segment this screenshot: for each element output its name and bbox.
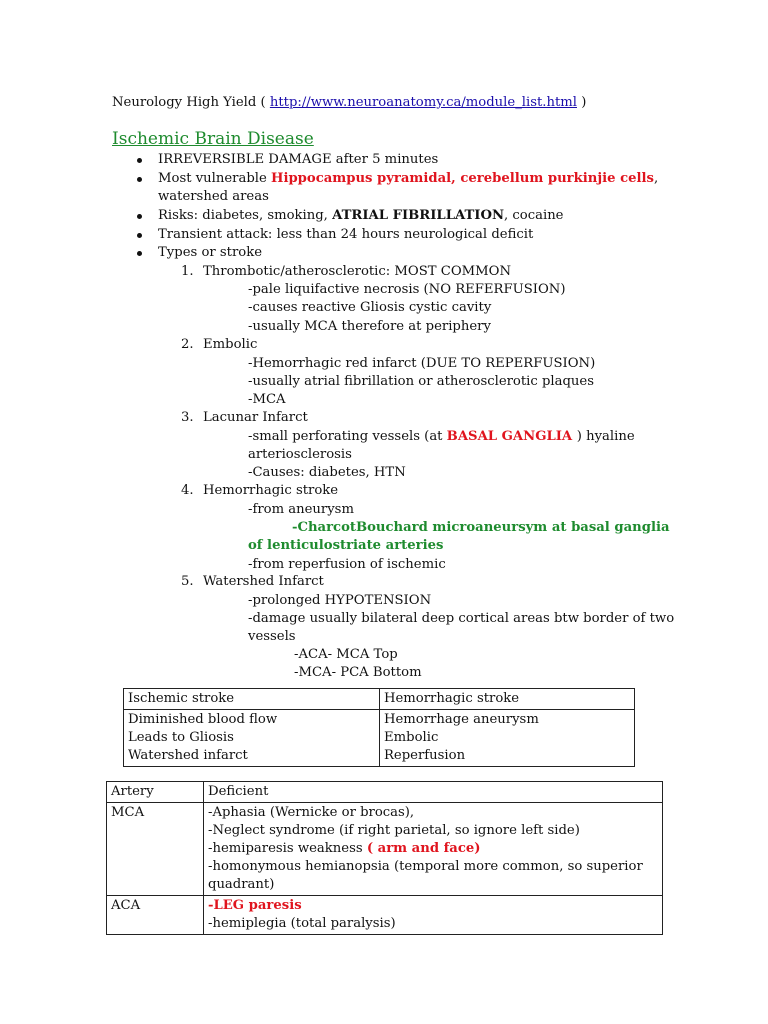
atrial-fibrillation-bold: ATRIAL FIBRILLATION	[332, 208, 505, 223]
table-row	[107, 782, 663, 803]
table-cell-line: -Neglect syndrome (if right parietal, so ignore left side)	[208, 823, 580, 838]
type-5-detail: -MCA- PCA Bottom	[294, 665, 422, 680]
bullet-5: Types or stroke	[158, 245, 262, 260]
bullet-dot	[137, 233, 142, 238]
header-suffix: )	[577, 95, 587, 110]
type-4-detail: -from aneurysm	[248, 502, 354, 517]
type-3-detail: arteriosclerosis	[248, 447, 352, 462]
table-row	[124, 710, 635, 767]
bullet-3-text: Risks: diabetes, smoking,	[158, 208, 333, 223]
table-cell-line: Leads to Gliosis	[128, 730, 234, 745]
type-3-detail-start: -small perforating vessels (at	[248, 429, 447, 444]
artery-deficit-table	[106, 781, 663, 935]
table-row	[124, 689, 635, 710]
table-row	[107, 803, 663, 896]
table-cell-line: Hemorrhage aneurysm	[384, 712, 539, 727]
bullet-1: IRREVERSIBLE DAMAGE after 5 minutes	[158, 152, 439, 167]
bullet-2-comma: ,	[653, 171, 659, 186]
type-2-number: 2.	[181, 337, 194, 352]
type-1-detail: -usually MCA therefore at periphery	[248, 319, 491, 334]
type-1-number: 1.	[181, 264, 194, 279]
artery-cell: MCA	[107, 803, 204, 896]
type-5-detail: -damage usually bilateral deep cortical areas btw border of two	[248, 611, 675, 626]
type-4-number: 4.	[181, 483, 194, 498]
hemiparesis-text: -hemiparesis weakness	[208, 841, 367, 856]
table-cell-line	[208, 840, 658, 858]
type-3-detail	[248, 428, 635, 446]
bullet-3	[158, 207, 564, 225]
table-cell-line: quadrant)	[208, 877, 275, 892]
header-line	[112, 94, 586, 112]
bullet-4: Transient attack: less than 24 hours neurological deficit	[158, 227, 534, 242]
table-cell-line	[208, 897, 658, 915]
header-prefix: Neurology High Yield (	[112, 95, 270, 110]
deficit-cell	[204, 803, 663, 896]
table-cell-line: -hemiplegia (total paralysis)	[208, 916, 396, 931]
table-cell-line: -Aphasia (Wernicke or brocas),	[208, 805, 415, 820]
page-title: Ischemic Brain Disease	[112, 129, 314, 149]
bullet-dot	[137, 214, 142, 219]
bullet-2	[158, 170, 658, 188]
table-cell-line: -homonymous hemianopsia (temporal more common, so superior	[208, 859, 643, 874]
type-2-detail: -MCA	[248, 392, 286, 407]
type-4-detail: -from reperfusion of ischemic	[248, 557, 446, 572]
ischemic-cell	[124, 710, 380, 767]
type-3-detail: -Causes: diabetes, HTN	[248, 465, 406, 480]
table-cell-line: Diminished blood flow	[128, 712, 278, 727]
bullet-dot	[137, 251, 142, 256]
type-3-number: 3.	[181, 410, 194, 425]
table-cell-line: Watershed infarct	[128, 748, 248, 763]
table-header-cell: Deficient	[204, 782, 663, 803]
type-1-label: Thrombotic/atherosclerotic: MOST COMMON	[203, 264, 512, 279]
type-3-label: Lacunar Infarct	[203, 410, 308, 425]
table-header-cell: Artery	[107, 782, 204, 803]
type-2-detail: -Hemorrhagic red infarct (DUE TO REPERFUSION)	[248, 356, 596, 371]
lenticulostriate-highlight: of lenticulostriate arteries	[248, 538, 444, 553]
table-row	[107, 896, 663, 935]
type-2-label: Embolic	[203, 337, 258, 352]
type-2-detail: -usually atrial fibrillation or atherosclerotic plaques	[248, 374, 594, 389]
leg-paresis-highlight: LEG paresis	[213, 898, 302, 913]
deficit-cell	[204, 896, 663, 935]
dash-red: -	[208, 898, 214, 913]
artery-cell: ACA	[107, 896, 204, 935]
type-5-label: Watershed Infarct	[203, 574, 324, 589]
table-header-cell: Ischemic stroke	[124, 689, 380, 710]
basal-ganglia-highlight: BASAL GANGLIA	[446, 429, 577, 444]
type-5-number: 5.	[181, 574, 194, 589]
type-5-detail: -prolonged HYPOTENSION	[248, 593, 432, 608]
charcot-bouchard-highlight: -CharcotBouchard microaneursym at basal ganglia	[292, 520, 670, 535]
type-5-detail: -ACA- MCA Top	[294, 647, 398, 662]
bullet-3-end: , cocaine	[504, 208, 564, 223]
bullet-2-text: Most vulnerable	[158, 171, 271, 186]
table-cell-line: Embolic	[384, 730, 439, 745]
bullet-2-line2: watershed areas	[158, 189, 269, 204]
type-1-detail: -pale liquifactive necrosis (NO REFERFUSION)	[248, 282, 566, 297]
type-1-detail: -causes reactive Gliosis cystic cavity	[248, 300, 492, 315]
type-4-label: Hemorrhagic stroke	[203, 483, 339, 498]
bullet-dot	[137, 158, 142, 163]
type-5-detail: vessels	[248, 629, 296, 644]
arm-face-highlight: ( arm and face)	[366, 841, 481, 856]
bullet-dot	[137, 177, 142, 182]
module-list-link[interactable]: http://www.neuroanatomy.ca/module_list.html	[269, 95, 577, 110]
vulnerable-cells-highlight: Hippocampus pyramidal, cerebellum purkinjie cells	[270, 171, 654, 186]
stroke-comparison-table	[123, 688, 635, 767]
hemorrhagic-cell	[380, 710, 635, 767]
type-3-detail-end: ) hyaline	[576, 429, 635, 444]
table-header-cell: Hemorrhagic stroke	[380, 689, 635, 710]
table-cell-line: Reperfusion	[384, 748, 466, 763]
